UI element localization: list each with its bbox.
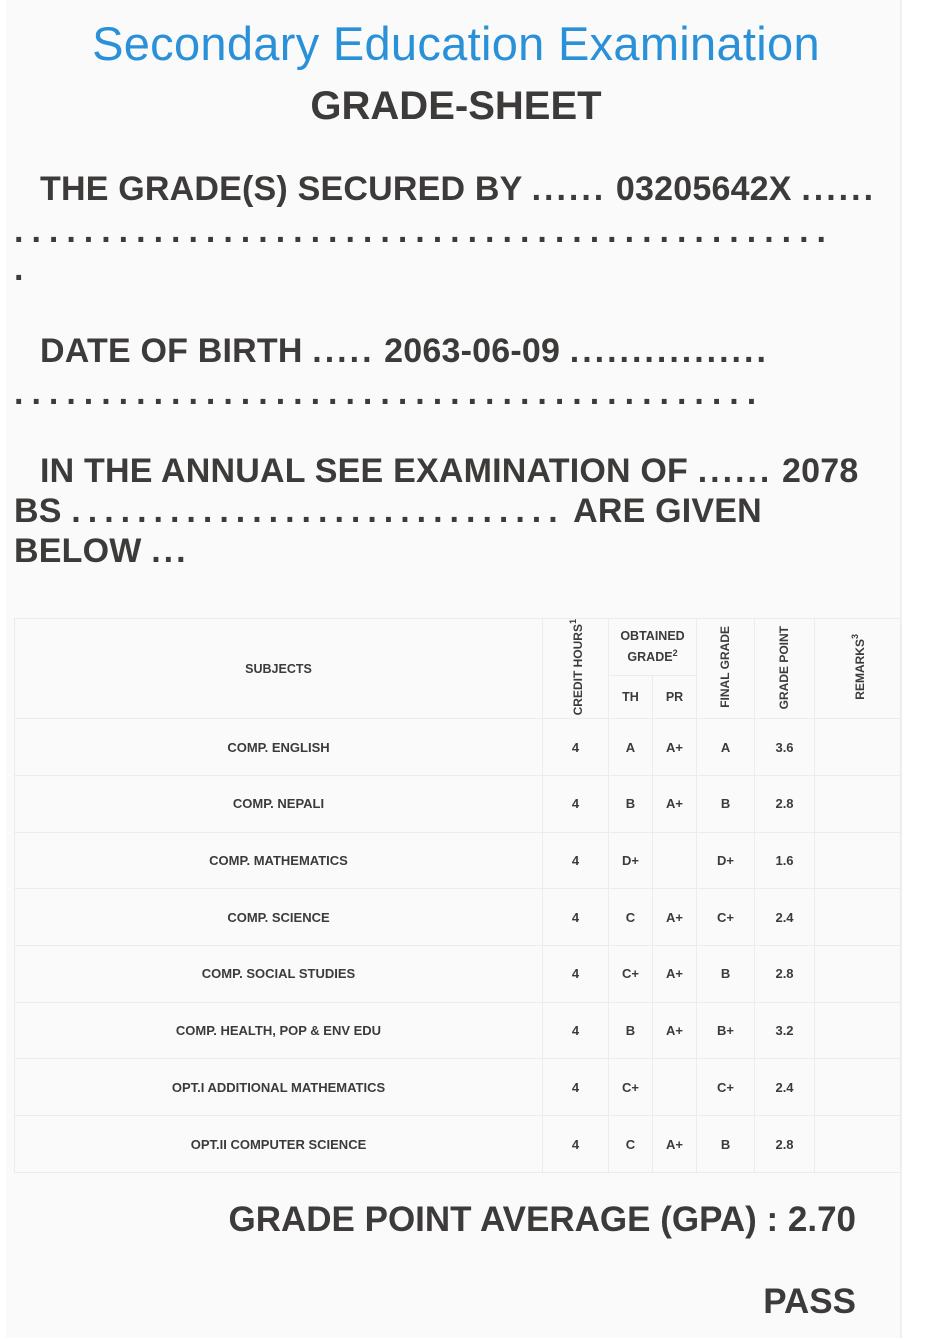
gpa-value: 2.70: [787, 1200, 856, 1239]
table-row: [15, 719, 901, 776]
grade-point-cell: 2.4: [755, 1059, 815, 1116]
practical-grade-cell: [653, 832, 697, 889]
table-row: [15, 1116, 901, 1173]
dot-leader: ...........................................: [14, 374, 765, 412]
final-grade-cell: B+: [697, 1002, 755, 1059]
practical-grade-cell: A+: [653, 1116, 697, 1173]
dob-label: DATE OF BIRTH: [40, 332, 303, 370]
gpa-line: [228, 1200, 856, 1240]
grade-point-cell: 3.2: [755, 1002, 815, 1059]
grade-point-header: [755, 619, 815, 719]
table-row: [15, 1059, 901, 1116]
credit-hours-cell: 4: [543, 1059, 609, 1116]
exam-line: [40, 452, 858, 491]
grade-point-cell: 1.6: [755, 832, 815, 889]
final-grade-cell: B: [697, 776, 755, 833]
dot-leader: .: [14, 250, 27, 288]
secured-by-line: [40, 170, 876, 209]
dot-leader: ................: [569, 332, 769, 370]
theory-grade-cell: C+: [609, 1059, 653, 1116]
grade-sheet: [6, 0, 902, 1338]
theory-grade-cell: B: [609, 776, 653, 833]
below-label: BELOW: [14, 532, 142, 570]
theory-grade-cell: A: [609, 719, 653, 776]
result-status: PASS: [763, 1282, 856, 1321]
theory-grade-cell: B: [609, 1002, 653, 1059]
credit-hours-cell: 4: [543, 889, 609, 946]
theory-grade-cell: C: [609, 1116, 653, 1173]
are-given-label: ARE GIVEN: [573, 492, 762, 530]
th-header: TH: [609, 676, 653, 719]
remarks-cell: [815, 719, 901, 776]
subject-cell: OPT.I ADDITIONAL MATHEMATICS: [15, 1059, 543, 1116]
remarks-cell: [815, 946, 901, 1003]
subject-cell: COMP. MATHEMATICS: [15, 832, 543, 889]
table-row: [15, 1002, 901, 1059]
sheet-subtitle: GRADE-SHEET: [310, 84, 602, 128]
table-row: [15, 832, 901, 889]
dot-leader: ......: [697, 452, 773, 490]
date-of-birth: 2063-06-09: [384, 332, 561, 370]
credit-hours-cell: 4: [543, 776, 609, 833]
dot-leader: ...............................................: [14, 212, 834, 250]
practical-grade-cell: A+: [653, 776, 697, 833]
grade-point-cell: 2.8: [755, 776, 815, 833]
gpa-label: GRADE POINT AVERAGE (GPA) :: [228, 1200, 779, 1239]
subject-cell: COMP. NEPALI: [15, 776, 543, 833]
subject-cell: COMP. HEALTH, POP & ENV EDU: [15, 1002, 543, 1059]
grades-body: [15, 719, 901, 1173]
remarks-cell: [815, 1059, 901, 1116]
credit-hours-header: [543, 619, 609, 719]
remarks-header: [815, 619, 901, 719]
grade-point-cell: 2.8: [755, 946, 815, 1003]
dot-leader-line: [14, 374, 764, 413]
grade-point-cell: 3.6: [755, 719, 815, 776]
practical-grade-cell: A+: [653, 719, 697, 776]
practical-grade-cell: A+: [653, 889, 697, 946]
exam-label: IN THE ANNUAL SEE EXAMINATION OF: [40, 452, 689, 490]
theory-grade-cell: C+: [609, 946, 653, 1003]
exam-line-3: [14, 532, 189, 571]
footnote-2: 2: [672, 648, 678, 659]
remarks-cell: [815, 776, 901, 833]
table-row: [15, 946, 901, 1003]
pr-header: PR: [653, 676, 697, 719]
final-grade-label: FINAL GRADE: [718, 626, 733, 709]
table-row: [15, 776, 901, 833]
exam-title: Secondary Education Examination: [92, 17, 820, 70]
table-row: [15, 889, 901, 946]
grade-point-cell: 2.4: [755, 889, 815, 946]
grades-table: [14, 618, 901, 1173]
dob-line: [40, 332, 769, 371]
footnote-1: 1: [567, 619, 578, 625]
theory-grade-cell: C: [609, 889, 653, 946]
subject-cell: COMP. SOCIAL STUDIES: [15, 946, 543, 1003]
final-grade-header: [697, 619, 755, 719]
credit-hours-cell: 4: [543, 1002, 609, 1059]
theory-grade-cell: D+: [609, 832, 653, 889]
grade-point-label: GRADE POINT: [777, 625, 792, 709]
exam-line-2: [14, 492, 762, 531]
obtained-grade-header: [609, 619, 697, 676]
practical-grade-cell: [653, 1059, 697, 1116]
credit-hours-cell: 4: [543, 946, 609, 1003]
subjects-header: SUBJECTS: [15, 619, 543, 719]
exam-year: 2078: [782, 452, 859, 490]
bs-label: BS: [14, 492, 62, 530]
final-grade-cell: D+: [697, 832, 755, 889]
dot-leader: ..............................: [71, 492, 565, 530]
practical-grade-cell: A+: [653, 1002, 697, 1059]
final-grade-cell: C+: [697, 889, 755, 946]
remarks-label: REMARKS: [852, 639, 867, 701]
credit-hours-cell: 4: [543, 719, 609, 776]
subject-cell: OPT.II COMPUTER SCIENCE: [15, 1116, 543, 1173]
remarks-cell: [815, 1002, 901, 1059]
grade-point-cell: 2.8: [755, 1116, 815, 1173]
credit-hours-label: CREDIT HOURS: [570, 624, 585, 716]
final-grade-cell: B: [697, 1116, 755, 1173]
final-grade-cell: B: [697, 946, 755, 1003]
credit-hours-cell: 4: [543, 832, 609, 889]
dot-leader: ......: [531, 170, 607, 208]
symbol-number: 03205642X: [615, 170, 792, 208]
dot-leader: ......: [801, 170, 877, 208]
practical-grade-cell: A+: [653, 946, 697, 1003]
remarks-cell: [815, 889, 901, 946]
dot-leader-line: [14, 212, 834, 251]
subject-cell: COMP. SCIENCE: [15, 889, 543, 946]
dot-leader-line: [14, 250, 26, 289]
secured-by-label: THE GRADE(S) SECURED BY: [40, 170, 522, 208]
remarks-cell: [815, 1116, 901, 1173]
subject-cell: COMP. ENGLISH: [15, 719, 543, 776]
final-grade-cell: C+: [697, 1059, 755, 1116]
footnote-3: 3: [849, 634, 860, 640]
credit-hours-cell: 4: [543, 1116, 609, 1173]
dot-leader: ...: [151, 532, 189, 570]
remarks-cell: [815, 832, 901, 889]
dot-leader: .....: [312, 332, 375, 370]
final-grade-cell: A: [697, 719, 755, 776]
obtained-grade-label: OBTAINED GRADE: [620, 629, 685, 665]
